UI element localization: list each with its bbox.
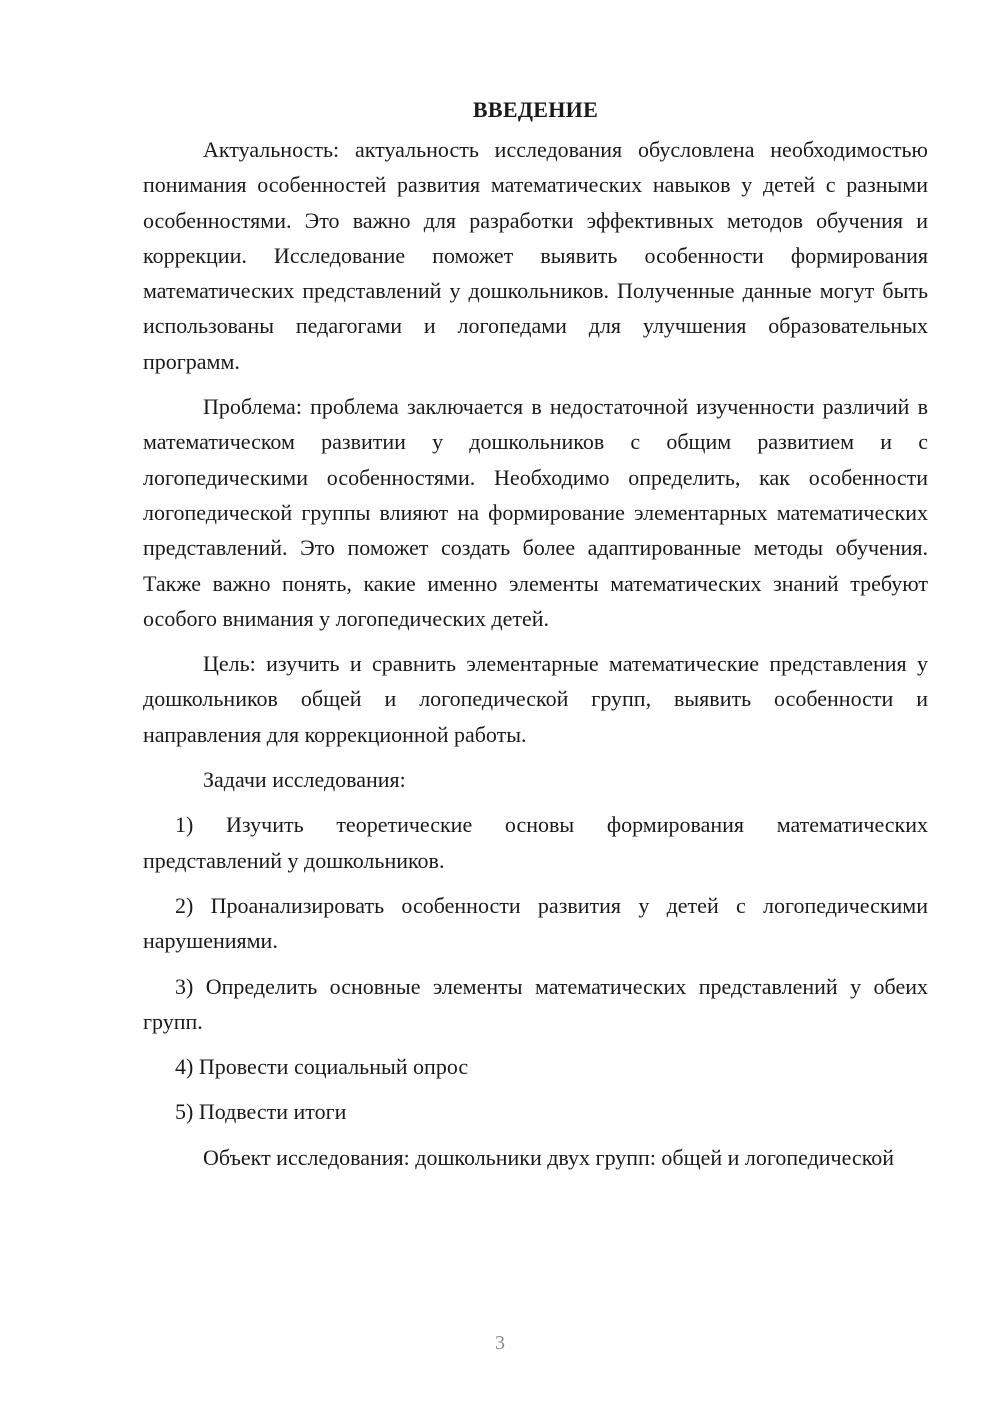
paragraph-goal: Цель: изучить и сравнить элементарные математические представления у дошкольников общей и логопедической групп, выявить особенности и направления для коррекционной работы.	[143, 651, 928, 747]
document-page	[143, 92, 928, 1185]
task-item: 1) Изучить теоретические основы формирования математических представлений у дошкольников.	[143, 812, 928, 873]
tasks-heading: Задачи исследования:	[203, 767, 406, 793]
task-item: 2) Проанализировать особенности развития у детей с логопедическими нарушениями.	[143, 892, 928, 954]
paragraph-problem: Проблема: проблема заключается в недостаточной изученности различий в математическом развитии у дошкольников с общим развитием и с логопедическими особенностями. Необходимо определить, как особенности логопедической группы влияют на формирование элементарных математических представлений. Это поможет создать более адаптированные методы обучения. Также важно понять, какие именно элементы математических знаний требуют особого внимания у логопедических детей.	[143, 394, 928, 631]
paragraph-relevance: Актуальность: актуальность исследования обусловлена необходимостью понимания особенностей развития математических навыков у детей с разными особенностями. Это важно для разработки эффективных методов обучения и коррекции. Исследование поможет выявить особенности формирования математических представлений у дошкольников. Полученные данные могут быть использованы педагогами и логопедами для улучшения образовательных программ.	[143, 137, 928, 374]
paragraph-object: Объект исследования: дошкольники двух групп: общей и логопедической	[203, 1144, 895, 1170]
task-item: 3) Определить основные элементы математических представлений у обеих групп.	[143, 973, 928, 1034]
tasks-list	[143, 807, 928, 1129]
page-number: 3	[495, 1332, 505, 1354]
task-item: 4) Провести социальный опрос	[175, 1054, 469, 1080]
page-title: ВВЕДЕНИЕ	[472, 97, 599, 122]
task-item: 5) Подвести итоги	[175, 1099, 347, 1125]
